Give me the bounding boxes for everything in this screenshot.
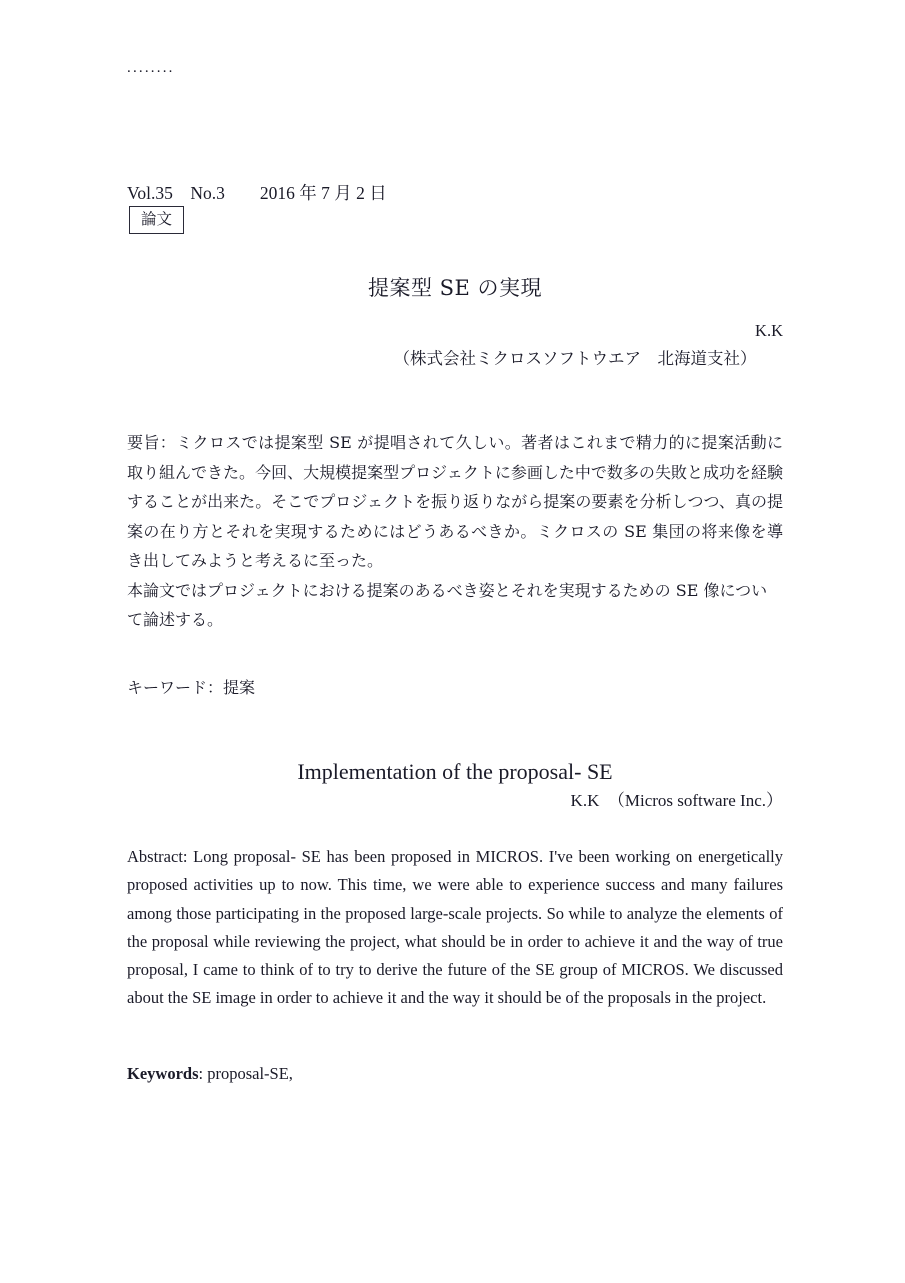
japanese-author: K.K <box>755 321 783 340</box>
japanese-affiliation: （株式会社ミクロスソフトウエア 北海道支社） <box>393 349 757 368</box>
japanese-keywords: キーワード：提案 <box>127 678 256 697</box>
article-type-badge: 論文 <box>129 206 184 234</box>
japanese-abstract <box>127 428 783 635</box>
english-keywords <box>127 1062 783 1086</box>
header-dotted-rule: ........ <box>127 60 175 76</box>
japanese-abstract-paragraph-1: 要旨：ミクロスでは提案型 SE が提唱されて久しい。著者はこれまで精力的に提案活動に取り組んできた。今回、大規模提案型プロジェクトに参画した中で数多の失敗と成功を経験することが出来た。そこでプロジェクトを振り返りながら提案の要素を分析しつつ、真の提案の在り方とそれを実現するためにはどうあるべきか。ミクロスの SE 集団の将来像を導き出してみようと考えるに至った。 <box>127 433 783 570</box>
english-abstract <box>127 843 783 1013</box>
english-keywords-value: : proposal-SE, <box>198 1064 293 1083</box>
japanese-abstract-paragraph-2: 本論文ではプロジェクトにおける提案のあるべき姿とそれを実現するための SE 像について論述する。 <box>127 580 768 629</box>
issue-information-line: Vol.35 No.3 2016 年 7 月 2 日 <box>127 183 387 203</box>
japanese-title: 提案型 SE の実現 <box>367 276 543 300</box>
english-author-affiliation: K.K （Micros software Inc.） <box>570 791 783 810</box>
english-abstract-paragraph: Abstract: Long proposal- SE has been proposed in MICROS. I've been working on energetically proposed activities up to now. This time, we were able to experience success and many failures among those participating in the proposed large-scale projects. So while to analyze the elements of the proposal while reviewing the project, what should be in order to achieve it and the way of true proposal, I came to think of to try to derive the future of the SE group of MICROS. We discussed about the SE image in order to achieve it and the way it should be of the proposals in the project. <box>127 847 783 1008</box>
english-keywords-label: Keywords <box>127 1064 199 1083</box>
english-title: Implementation of the proposal- SE <box>297 759 613 784</box>
